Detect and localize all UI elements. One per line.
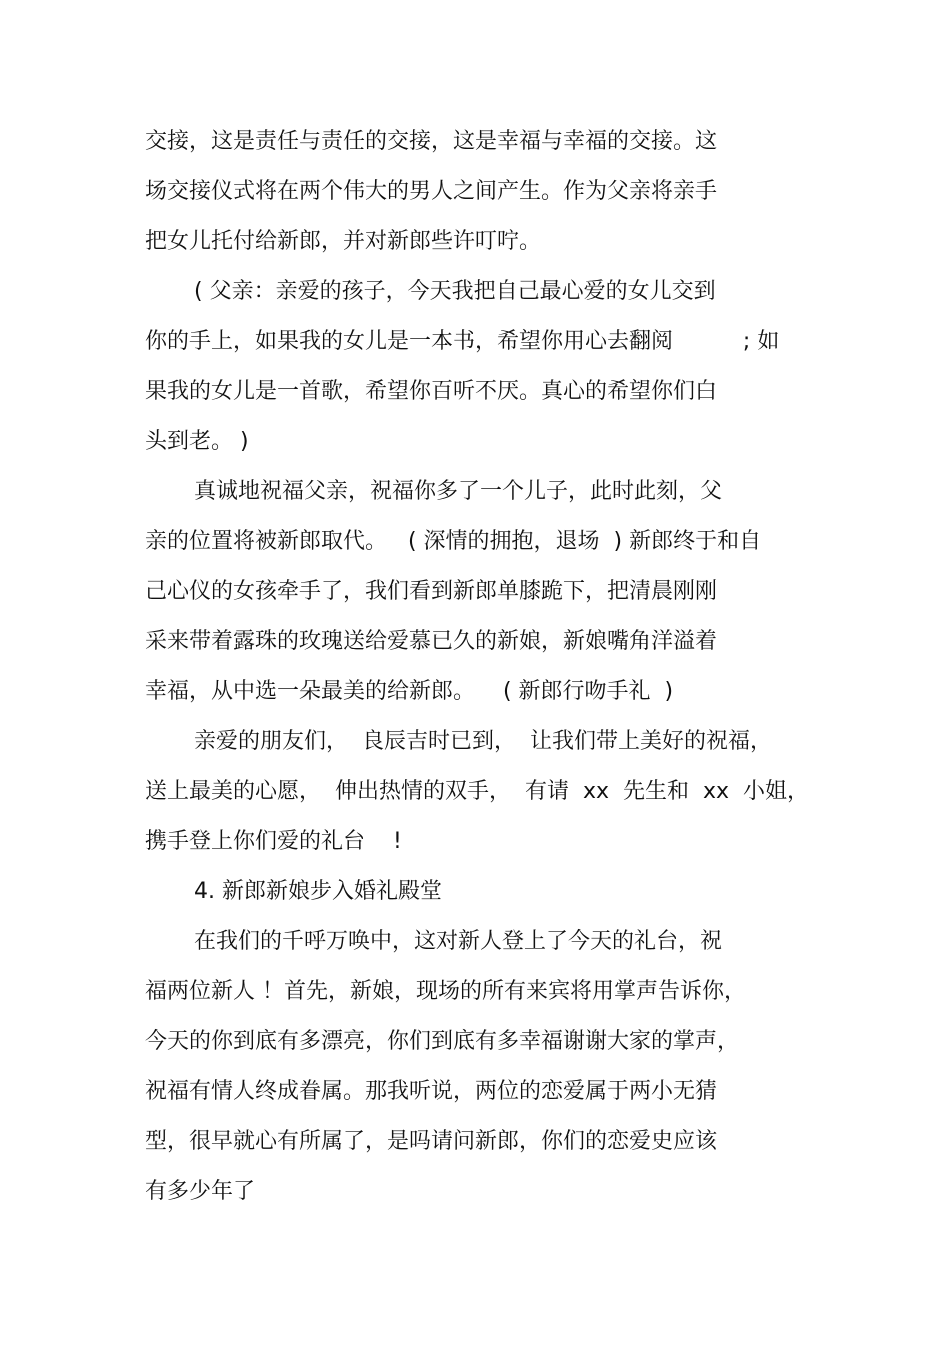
- text-line: 场交接仪式将在两个伟大的男人之间产生。作为父亲将亲手: [145, 179, 718, 204]
- text-line: 己心仪的女孩牵手了，我们看到新郎单膝跪下，把清晨刚刚: [145, 579, 718, 604]
- text-line: 幸福，从中选一朵最美的给新郎。 ( 新郎行吻手礼 ): [145, 679, 674, 704]
- text-line: 祝福有情人终成眷属。那我听说，两位的恋爱属于两小无猜: [145, 1079, 718, 1104]
- text-line: 亲的位置将被新郎取代。 ( 深情的拥抱，退场 ) 新郎终于和自: [145, 529, 762, 554]
- text-line: 福两位新人 ！首先，新娘，现场的所有来宾将用掌声告诉你，: [145, 979, 746, 1004]
- text-line: 把女儿托付给新郎，并对新郎些许叮咛。: [145, 229, 542, 254]
- text-line: 携手登上你们爱的礼台 !: [145, 829, 402, 854]
- text-line: ( 父亲：亲爱的孩子，今天我把自己最心爱的女儿交到: [194, 279, 716, 304]
- text-line: 真诚地祝福父亲，祝福你多了一个儿子，此时此刻，父: [194, 479, 723, 504]
- text-line: 采来带着露珠的玫瑰送给爱慕已久的新娘，新娘嘴角洋溢着: [145, 629, 718, 654]
- section-heading: 4. 新郎新娘步入婚礼殿堂: [194, 879, 442, 904]
- text-line: 送上最美的心愿， 伸出热情的双手， 有请 xx 先生和 xx 小姐，: [145, 779, 809, 804]
- text-line: 今天的你到底有多漂亮，你们到底有多幸福谢谢大家的掌声，: [145, 1029, 740, 1054]
- text-line: 有多少年了: [145, 1179, 256, 1204]
- text-line: 头到老。 ): [145, 429, 249, 454]
- text-line: 型，很早就心有所属了，是吗请问新郎，你们的恋爱史应该: [145, 1129, 718, 1154]
- text-line: 你的手上，如果我的女儿是一本书，希望你用心去翻阅 ; 如: [145, 329, 780, 354]
- text-line: 在我们的千呼万唤中，这对新人登上了今天的礼台，祝: [194, 929, 723, 954]
- text-line: 亲爱的朋友们， 良辰吉时已到， 让我们带上美好的祝福，: [194, 729, 772, 754]
- text-line: 交接，这是责任与责任的交接，这是幸福与幸福的交接。这: [145, 129, 718, 154]
- text-line: 果我的女儿是一首歌，希望你百听不厌。真心的希望你们白: [145, 379, 718, 404]
